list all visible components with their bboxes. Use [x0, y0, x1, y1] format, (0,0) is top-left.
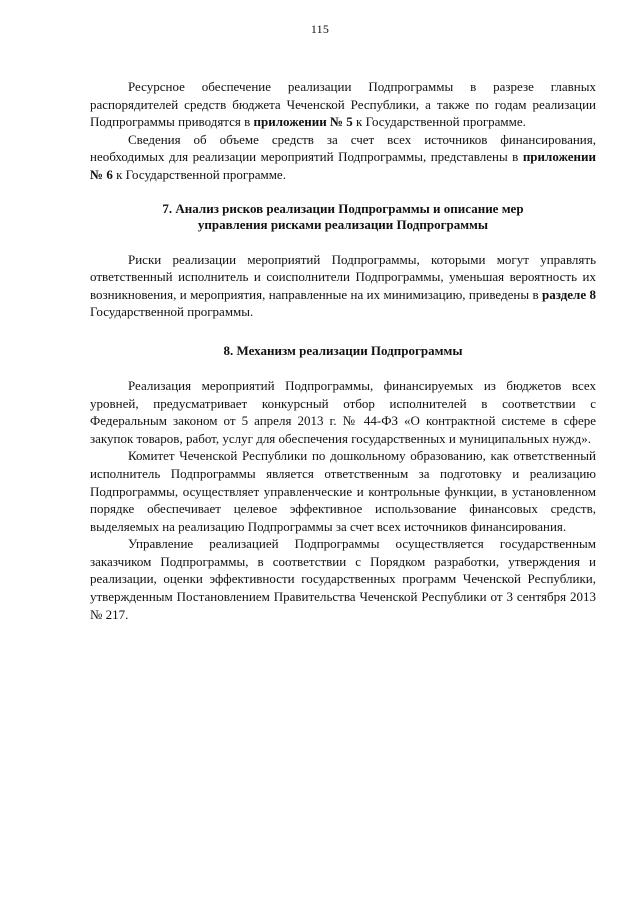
paragraph-text: Риски реализации мероприятий Подпрограммы, которыми могут управлять ответственный исполнитель и соисполнители Подпрограммы, уменьшая вероятность их возникновения, и мероприятия, направленные на их минимизацию, приведены в — [90, 251, 596, 302]
paragraph-implementation: Реализация мероприятий Подпрограммы, финансируемых из бюджетов всех уровней, предусматривает конкурсный отбор исполнителей в соответствии с Федеральным законом от 5 апреля 2013 г. № 44-ФЗ «О контрактной системе в сфере закупок товаров, работ, услуг для обеспечения государственных и муниципальных нужд». — [90, 377, 596, 446]
section-7-heading-line-1: 7. Анализ рисков реализации Подпрограммы и описание мер — [162, 200, 524, 216]
paragraph-committee: Комитет Чеченской Республики по дошкольному образованию, как ответственный исполнитель Подпрограммы является ответственным за подготовку и реализацию Подпрограммы, осуществляет управленческие и контрольные функции, в установленном порядке обеспечивает целевое эффективное использование финансовых средств, выделяемых на реализацию Подпрограммы за счет всех источников финансирования. — [90, 448, 596, 534]
section-reference: разделе 8 — [541, 286, 596, 302]
page-number: 115 — [310, 22, 330, 36]
paragraph-tail: к Государственной программе. — [112, 166, 286, 182]
paragraph-text: Ресурсное обеспечение реализации Подпрограммы в разрезе главных распорядителей средств бюджета Чеченской Республики, а также по годам реализации Подпрограммы приводятся в — [90, 79, 596, 130]
paragraph-tail: Государственной программы. — [90, 304, 254, 320]
paragraph-funding-info — [90, 131, 596, 184]
paragraph-text: Сведения об объеме средств за счет всех источников финансирования, необходимых для реализации мероприятий Подпрограммы, представлены в — [90, 131, 596, 165]
section-7-heading — [90, 201, 596, 233]
appendix-reference: приложении № 6 — [90, 149, 596, 182]
page-content — [90, 78, 596, 623]
section-8-heading: 8. Механизм реализации Подпрограммы — [223, 342, 463, 358]
appendix-reference: приложении № 5 — [253, 114, 353, 130]
paragraph-risks — [90, 251, 596, 321]
section-7-heading-line-2: управления рисками реализации Подпрограммы — [197, 216, 489, 232]
paragraph-resource-provision — [90, 78, 596, 131]
paragraph-tail: к Государственной программе. — [352, 114, 526, 130]
paragraph-management: Управление реализацией Подпрограммы осуществляется государственным заказчиком Подпрограммы, в соответствии с Порядком разработки, утверждения и реализации, оценки эффективности государственных программ Чеченской Республики, утвержденным Постановлением Правительства Чеченской Республики от 3 сентября 2013 № 217. — [90, 536, 596, 622]
